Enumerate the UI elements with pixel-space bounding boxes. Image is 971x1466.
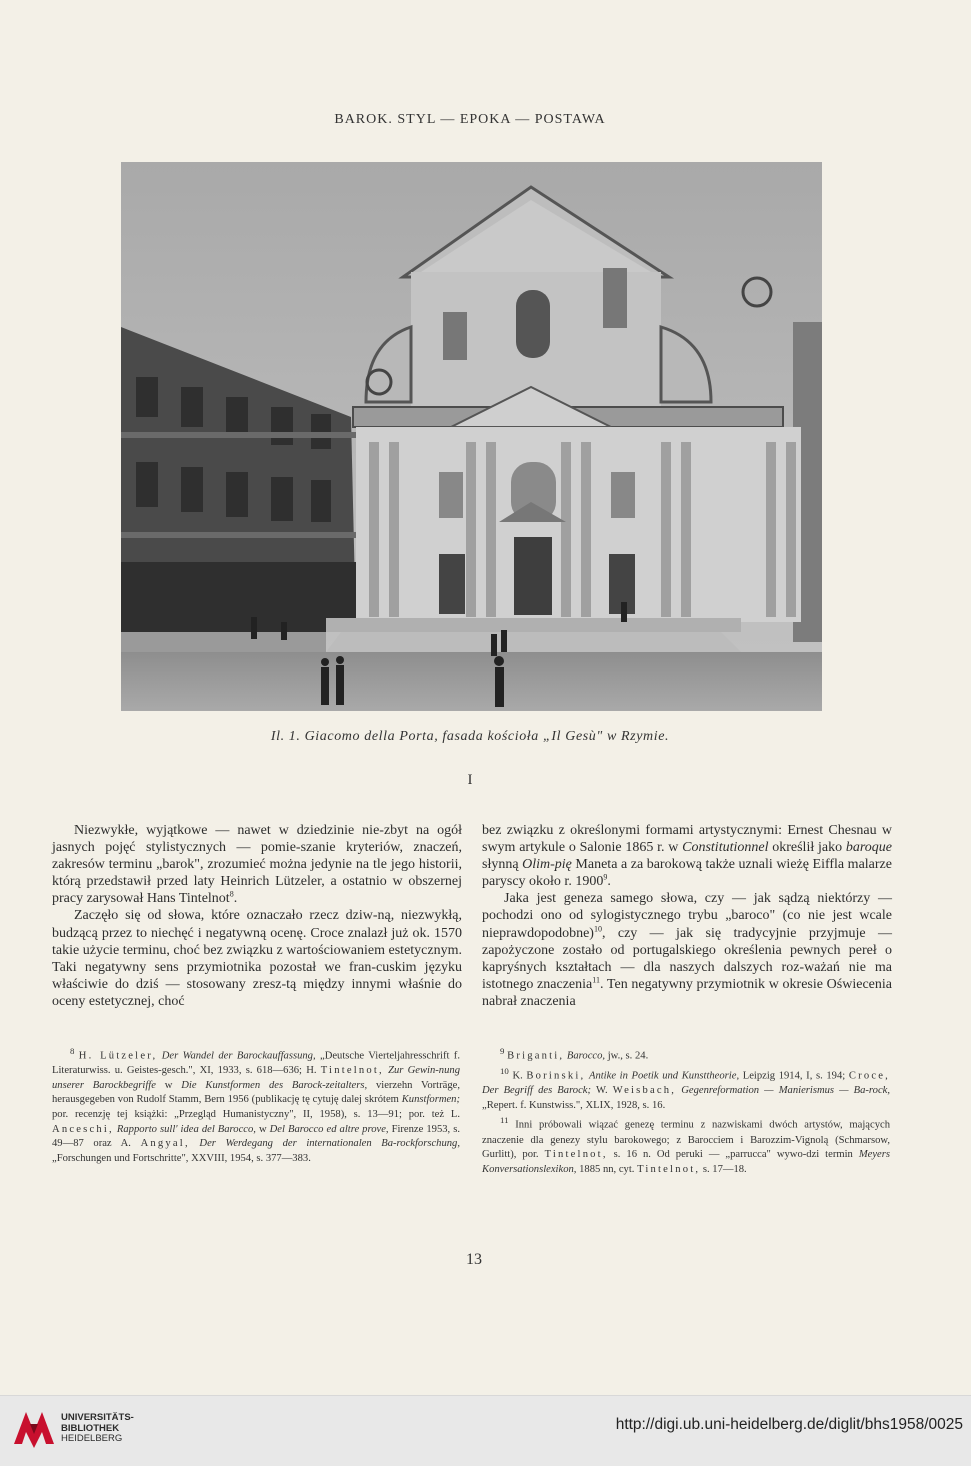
footnote-text: 1885 nn, cyt. <box>576 1163 638 1175</box>
footnote-text: w <box>255 1123 270 1135</box>
footnote-text: w <box>155 1079 182 1091</box>
footnote-text: por. recenzję tej książki: „Przegląd Humanistyczny", II, 1958), s. 13—91; por. też L. <box>52 1108 460 1120</box>
footnote-text: s. 17—18. <box>700 1163 747 1175</box>
footnote-ref: 11 <box>592 975 600 985</box>
paragraph-text: bez związku z określonymi formami artystycznymi: Ernest Chesnau w swym artykule o Salonie 1865 r. w <box>482 823 892 856</box>
footnote-title: Die Kunstformen des Barock-zeitalters, <box>181 1079 368 1091</box>
paragraph-text: . <box>607 874 611 890</box>
footnote-author: Briganti, <box>507 1050 565 1062</box>
body-paragraph <box>52 822 462 907</box>
footnote-title: Der Begriff des Barock; <box>482 1085 592 1097</box>
source-url-link[interactable]: http://digi.ub.uni-heidelberg.de/diglit/bhs1958/0025 <box>615 1416 963 1433</box>
footnote-title: Meyers Konversationslexikon, <box>482 1149 890 1175</box>
section-number: I <box>467 772 473 788</box>
library-name <box>61 1413 134 1445</box>
footnote-title: Der Werdegang der internationalen Ba-rockforschung, <box>199 1138 460 1150</box>
footnote-mark: 9 <box>500 1046 505 1056</box>
digitization-footer <box>0 1395 971 1466</box>
footnote-author: H. Lützeler, <box>78 1050 158 1062</box>
footnote-text: „Forschungen und Fortschritte", XXVIII, 1954, s. 377—383. <box>52 1152 311 1164</box>
paragraph-text: . Ten negatywny przymiotnik w okresie Oświecenia nabrał znaczenia <box>482 976 892 1009</box>
footnote-ref: 8 <box>229 889 234 899</box>
library-name-line: UNIVERSITÄTS- <box>61 1412 134 1423</box>
footnote-mark: 10 <box>500 1066 509 1077</box>
footnote-author: Weisbach, <box>612 1085 677 1097</box>
body-column-right <box>482 822 892 1010</box>
footnote-text: W. <box>591 1085 613 1097</box>
footnote-11 <box>482 1113 890 1177</box>
footnote-9 <box>482 1044 890 1064</box>
paragraph-text: słynną <box>482 857 523 873</box>
footnote-text: „Deutsche Vierteljahresschrift f. Literaturwiss. u. Geistes-gesch.", XI, 1933, s. 618—636; H. <box>52 1050 460 1077</box>
footnote-author: Borinski, <box>526 1070 586 1082</box>
footnote-title: Kunstformen; <box>401 1094 460 1106</box>
university-library-logo-icon <box>10 1404 58 1452</box>
body-paragraph <box>482 890 892 1010</box>
footnote-title: Gegenreformation — Manierismus — Ba-rock, <box>681 1085 891 1097</box>
facade-photograph <box>121 162 822 711</box>
footnote-title: Del Barocco ed altre prove, <box>269 1123 389 1135</box>
footnote-text: K. <box>512 1070 527 1082</box>
footnote-8 <box>52 1044 460 1166</box>
italic-title: Olim-pię <box>522 857 572 873</box>
figure-caption: Il. 1. Giacomo della Porta, fasada kościoła „Il Gesù" w Rzymie. <box>270 729 670 744</box>
paragraph-text: określił jako <box>768 840 846 856</box>
footnote-title: Zur Gewin-nung unserer Barockbegriffe <box>52 1065 460 1091</box>
paragraph-text: Maneta a za barokową także uznali wieżę Eiffla malarze paryscy około r. 1900 <box>482 857 892 890</box>
footnotes-left <box>52 1044 460 1166</box>
body-column-left <box>52 822 462 1010</box>
footnote-text: Firenze 1953, s. 49—87 oraz A. <box>52 1123 461 1150</box>
footnote-text: s. 16 n. Od peruki — „parrucca" wywo-dzi termin <box>607 1149 859 1161</box>
footnote-text: Leipzig 1914, I, s. 194; <box>739 1070 849 1082</box>
footnote-author: Angyal, <box>140 1138 190 1150</box>
italic-term: baroque <box>845 840 892 856</box>
footnote-author: Croce, <box>848 1070 890 1082</box>
paragraph-text: , czy — jak się tradycyjnie przyjmuje — zapożyczone zostało od portugalskiego określenia pewnych pereł o kapryśnych kształtach — dla naszych dalszych roz-ważań nie ma istotnego znaczenia <box>482 925 892 992</box>
footnote-text: Inni próbowali wiązać genezę terminu z nazwiskami dwóch artystów, mających znaczenie dla genezy stylu barokowego; z Barocciem i Barozzim-Vignolą (Schmarsow, Gurlitt), por. <box>482 1119 890 1161</box>
footnote-title: Barocco, <box>566 1050 606 1062</box>
page-number: 13 <box>466 1251 482 1268</box>
running-head: BAROK. STYL — EPOKA — POSTAWA <box>334 112 606 127</box>
paragraph-text: . <box>233 891 238 907</box>
library-name-line: BIBLIOTHEK <box>61 1422 120 1434</box>
library-name-line: HEIDELBERG <box>61 1433 123 1444</box>
footnote-ref: 9 <box>603 872 608 882</box>
footnote-title: Rapporto sull' idea del Barocco, <box>116 1123 256 1135</box>
footnote-mark: 11 <box>500 1115 509 1126</box>
footnote-author: Tintelnot, <box>544 1149 608 1161</box>
paragraph-text: Niezwykłe, wyjątkowe — nawet w dziedzinie nie-zbyt na ogół jasnych pojęć stylistycznych — pomie-szanie kryteriów, znaczeń, zakresów terminu „barok", zrozumieć można jedynie na tle jego historii, którą przedstawił przed laty Heinrich Lützeler, a ostatnio w obszernej pracy zarysował Hans Tintelnot <box>52 823 462 907</box>
footnote-mark: 8 <box>70 1046 75 1056</box>
footnote-author: Anceschi, <box>52 1123 114 1135</box>
footnote-text: jw., s. 24. <box>605 1050 649 1062</box>
footnote-10 <box>482 1064 890 1113</box>
footnote-title: Der Wandel der Barockauffassung, <box>161 1050 316 1062</box>
il-gesu-facade-image <box>121 162 822 711</box>
body-paragraph: Zaczęło się od słowa, które oznaczało rzecz dziw-ną, niezwykłą, budzącą przez to niechęć i negatywną ocenę. Croce znalazł już ok. 1570 takie użycie terminu, choć bez związku z wartościowaniem estetycznym. Taki negatywny sens przymiotnika pozostał we fran-cuskim języku właściwie do dziś — stosowany zresz-tą między innymi właśnie do oceny estetycznej, choć <box>52 908 462 1009</box>
footnotes-right <box>482 1044 890 1177</box>
italic-title: Constitutionnel <box>682 840 769 856</box>
footnote-ref: 10 <box>593 923 602 933</box>
footnote-title: Antike in Poetik und Kunsttheorie, <box>588 1070 740 1082</box>
footnote-text: „Repert. f. Kunstwiss.", XLIX, 1928, s. 16. <box>482 1099 666 1111</box>
footnote-author: Tintelnot, <box>637 1163 701 1175</box>
footnote-author: Tintelnot, <box>320 1065 384 1077</box>
paragraph-text: Jaka jest geneza samego słowa, czy — jak sądzą niektórzy — pochodzi ono od sylogistycznego trybu „baroco" (co nie jest wcale nieprawdopodobne) <box>482 891 892 941</box>
body-paragraph <box>482 822 892 890</box>
footnote-text: vierzehn Vorträge, herausgegeben von Rudolf Stamm, Bern 1956 (publikację tę cytuję dalej skrótem <box>52 1079 460 1106</box>
